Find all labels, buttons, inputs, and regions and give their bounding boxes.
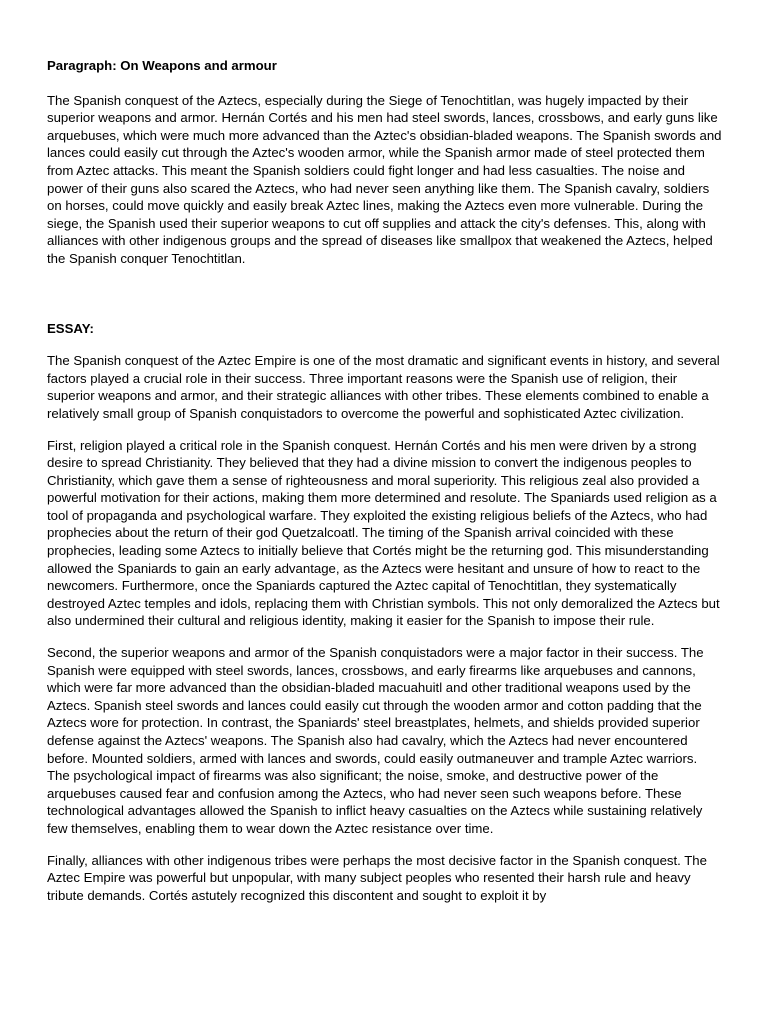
essay-paragraph-alliances: Finally, alliances with other indigenous tribes were perhaps the most decisive factor in the Spanish conquest. The Aztec Empire was powerful but unpopular, with many subject peoples who resented their harsh rule and heavy tribute demands. Cortés astutely recognized this discontent and sought to exploit it by (47, 852, 707, 903)
weapons-paragraph: The Spanish conquest of the Aztecs, especially during the Siege of Tenochtitlan, was hugely impacted by their superior weapons and armor. Hernán Cortés and his men had steel swords, lances, crossbows, and early guns like arquebuses, which were much more advanced than the Aztec's obsidian-bladed weapons. The Spanish swords and lances could easily cut through the Aztec's wooden armor, while the Spanish armor made of steel protected them from Aztec attacks. This meant the Spanish soldiers could fight longer and had less casualties. The noise and power of their guns also scared the Aztecs, who had never seen anything like them. The Spanish cavalry, soldiers on horses, could move quickly and easily break Aztec lines, making the Aztecs even more vulnerable. During the siege, the Spanish used their superior weapons to cut off supplies and attack the city's defenses. This, along with alliances with other indigenous groups and the spread of diseases like smallpox that weakened the Aztecs, helped the Spanish conquer Tenochtitlan. (47, 92, 722, 266)
essay-paragraph-religion: First, religion played a critical role in the Spanish conquest. Hernán Cortés and his men were driven by a strong desire to spread Christianity. They believed that they had a divine mission to convert the indigenous peoples to Christianity, which gave them a sense of righteousness and moral superiority. This religious zeal also provided a powerful motivation for their actions, making them more determined and resolute. The Spaniards used religion as a tool of propaganda and psychological warfare. They exploited the existing religious beliefs of the Aztecs, who had prophecies about the return of their god Quetzalcoatl. The timing of the Spanish arrival coincided with these prophecies, leading some Aztecs to initially believe that Cortés might be the returning god. This misunderstanding allowed the Spaniards to gain an early advantage, as the Aztecs were hesitant and unsure of how to react to the newcomers. Furthermore, once the Spaniards captured the Aztec capital of Tenochtitlan, they systematically destroyed Aztec temples and idols, replacing them with Christian symbols. This not only demoralized the Aztecs but also undermined their cultural and religious identity, making it easier for the Spanish to impose their rule. (47, 437, 720, 629)
essay-paragraph-intro: The Spanish conquest of the Aztec Empire is one of the most dramatic and significant events in history, and several factors played a crucial role in their success. Three important reasons were the Spanish use of religion, their superior weapons and armor, and their strategic alliances with other tribes. These elements combined to enable a relatively small group of Spanish conquistadors to overcome the powerful and sophisticated Aztec civilization. (47, 353, 720, 421)
essay-paragraph-weapons: Second, the superior weapons and armor of the Spanish conquistadors were a major factor in their success. The Spanish were equipped with steel swords, lances, crossbows, and early firearms like arquebuses and cannons, which were far more advanced than the obsidian-bladed macuahuitl and other traditional weapons used by the Aztecs. Spanish steel swords and lances could easily cut through the wooden armor and cotton padding that the Aztecs wore for protection. In contrast, the Spaniards' steel breastplates, helmets, and shields provided superior defense against the Aztecs' weapons. The Spanish also had cavalry, which the Aztecs had never encountered before. Mounted soldiers, armed with lances and swords, could easily outmaneuver and trample Aztec warriors. The psychological impact of firearms was also significant; the noise, smoke, and destructive power of the arquebuses caused fear and confusion among the Aztecs, who had never seen such weapons before. These technological advantages allowed the Spanish to inflict heavy casualties on the Aztecs while sustaining relatively few themselves, enabling them to wear down the Aztec resistance over time. (47, 645, 704, 836)
essay-heading: ESSAY: (47, 320, 94, 336)
document-body (47, 57, 723, 918)
section-spacer (47, 282, 723, 320)
paragraph-heading: Paragraph: On Weapons and armour (47, 58, 277, 73)
